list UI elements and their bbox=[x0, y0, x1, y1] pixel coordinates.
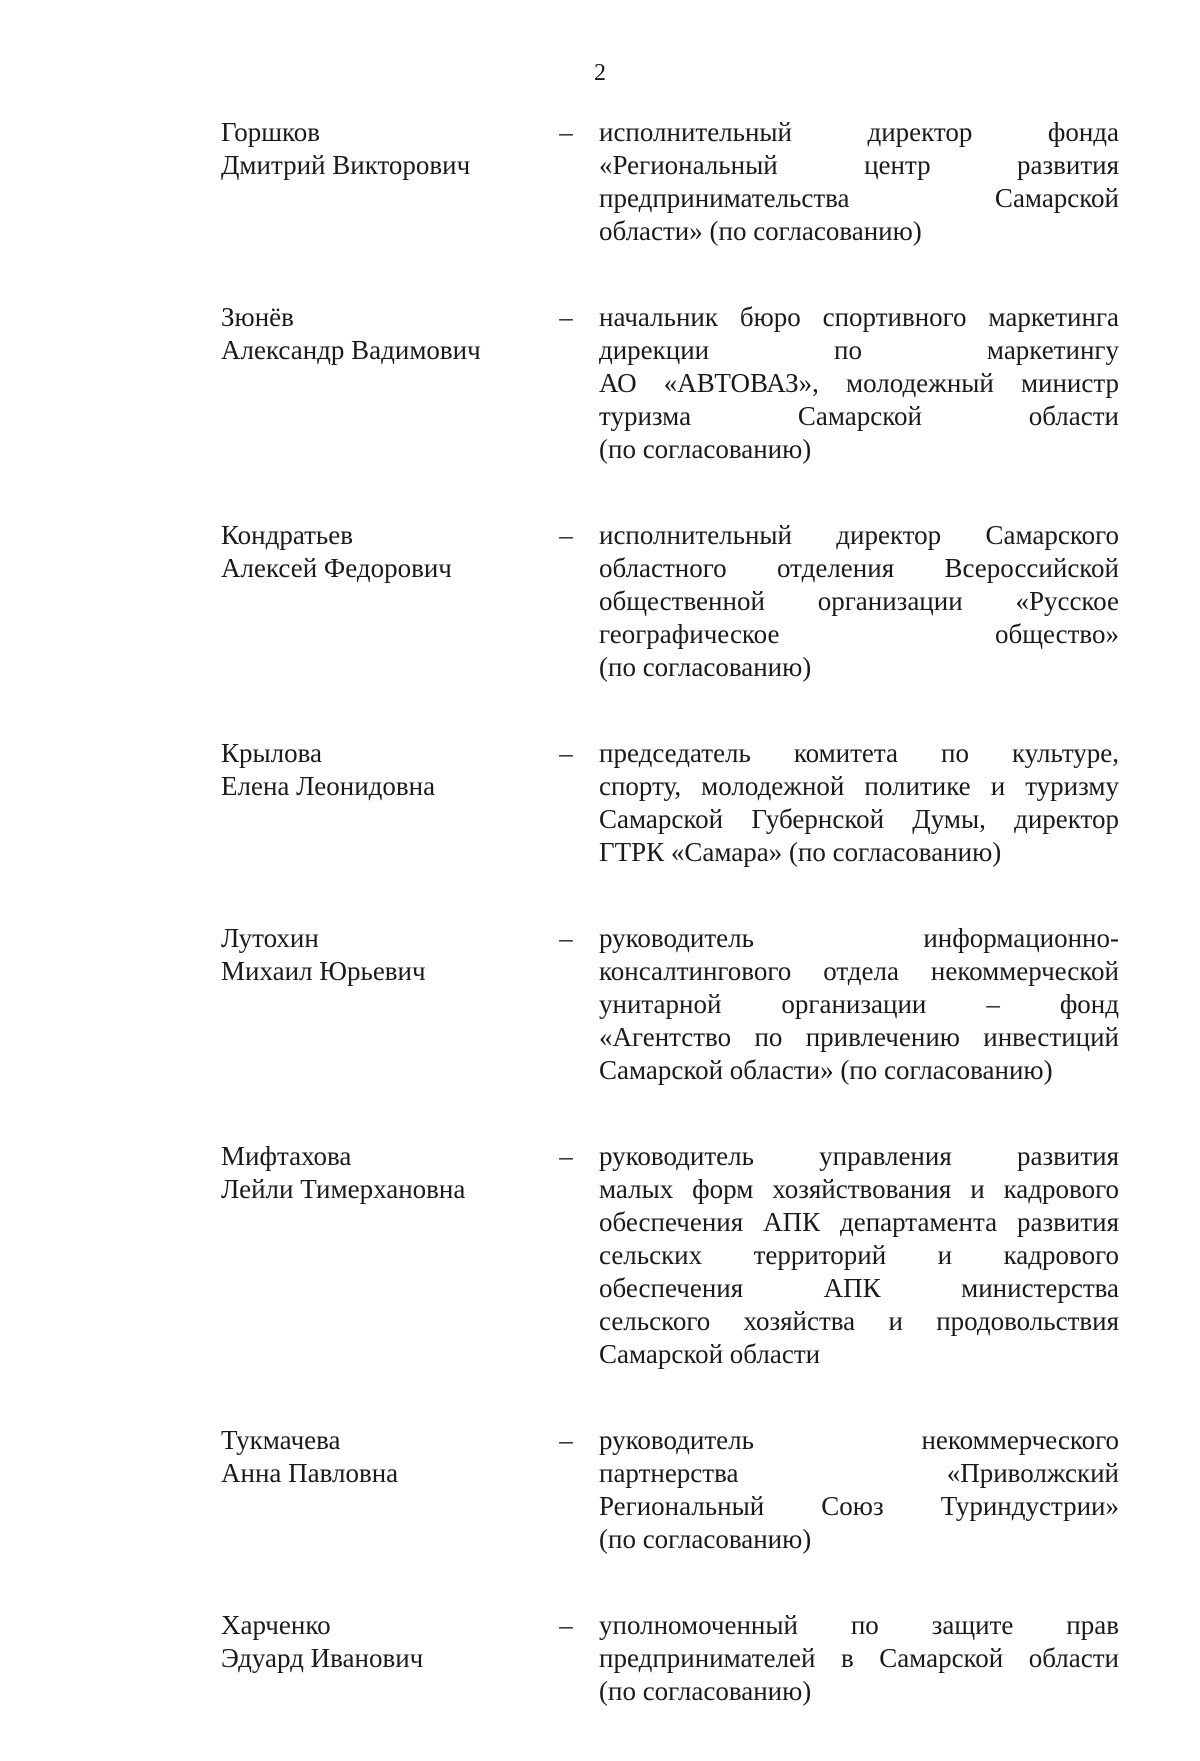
member-entry bbox=[0, 301, 1200, 466]
member-name bbox=[221, 1609, 551, 1675]
dash-separator: – bbox=[559, 117, 573, 147]
role-line: малых форм хозяйствования и кадрового bbox=[599, 1174, 1119, 1204]
role-line: дирекции по маркетингу bbox=[599, 335, 1119, 365]
role-line: туризма Самарской области bbox=[599, 401, 1119, 431]
role-line: руководитель некоммерческого bbox=[599, 1425, 1119, 1455]
dash-separator: – bbox=[559, 302, 573, 332]
role-line: «Агентство по привлечению инвестиций bbox=[599, 1022, 1119, 1052]
dash-separator: – bbox=[559, 1610, 573, 1640]
role-line: АО «АВТОВАЗ», молодежный министр bbox=[599, 368, 1119, 398]
member-given-names: Эдуард Иванович bbox=[221, 1643, 424, 1673]
member-given-names: Дмитрий Викторович bbox=[221, 150, 471, 180]
member-role bbox=[599, 1140, 1119, 1371]
role-line: сельского хозяйства и продовольствия bbox=[599, 1306, 1119, 1336]
role-line: ГТРК «Самара» (по согласованию) bbox=[599, 837, 1002, 867]
member-name bbox=[221, 737, 551, 803]
role-line: областного отделения Всероссийской bbox=[599, 553, 1119, 583]
role-line: Самарской Губернской Думы, директор bbox=[599, 804, 1119, 834]
role-line: исполнительный директор Самарского bbox=[599, 520, 1119, 550]
member-entry bbox=[0, 922, 1200, 1087]
member-entry bbox=[0, 116, 1200, 248]
member-surname: Зюнёв bbox=[221, 302, 294, 332]
role-line: унитарной организации – фонд bbox=[599, 989, 1119, 1019]
dash-separator: – bbox=[559, 520, 573, 550]
member-name bbox=[221, 519, 551, 585]
role-line: (по согласованию) bbox=[599, 1524, 812, 1554]
member-surname: Горшков bbox=[221, 117, 321, 147]
dash-separator: – bbox=[559, 1425, 573, 1455]
role-line: исполнительный директор фонда bbox=[599, 117, 1119, 147]
role-line: уполномоченный по защите прав bbox=[599, 1610, 1119, 1640]
member-role bbox=[599, 116, 1119, 248]
role-line: Самарской области bbox=[599, 1339, 821, 1369]
member-role bbox=[599, 519, 1119, 684]
member-entry bbox=[0, 1424, 1200, 1556]
member-name bbox=[221, 301, 551, 367]
role-line: общественной организации «Русское bbox=[599, 586, 1119, 616]
page-number: 2 bbox=[594, 60, 606, 86]
role-line: начальник бюро спортивного маркетинга bbox=[599, 302, 1119, 332]
member-given-names: Алексей Федорович bbox=[221, 553, 452, 583]
role-line: географическое общество» bbox=[599, 619, 1119, 649]
role-line: Самарской области» (по согласованию) bbox=[599, 1055, 1053, 1085]
role-line: сельских территорий и кадрового bbox=[599, 1240, 1119, 1270]
dash-separator: – bbox=[559, 1141, 573, 1171]
role-line: (по согласованию) bbox=[599, 434, 812, 464]
role-line: «Региональный центр развития bbox=[599, 150, 1119, 180]
role-line: консалтингового отдела некоммерческой bbox=[599, 956, 1119, 986]
member-surname: Харченко bbox=[221, 1610, 331, 1640]
role-line: предпринимателей в Самарской области bbox=[599, 1643, 1119, 1673]
member-name bbox=[221, 1140, 551, 1206]
member-list bbox=[0, 116, 1200, 1761]
role-line: области» (по согласованию) bbox=[599, 216, 922, 246]
member-entry bbox=[0, 1140, 1200, 1371]
member-surname: Крылова bbox=[221, 738, 322, 768]
dash-separator: – bbox=[559, 923, 573, 953]
member-given-names: Лейли Тимерхановна bbox=[221, 1174, 466, 1204]
role-line: руководитель управления развития bbox=[599, 1141, 1119, 1171]
role-line: партнерства «Приволжский bbox=[599, 1458, 1119, 1488]
member-surname: Лутохин bbox=[221, 923, 319, 953]
member-role bbox=[599, 737, 1119, 869]
member-given-names: Александр Вадимович bbox=[221, 335, 481, 365]
member-role bbox=[599, 1424, 1119, 1556]
member-surname: Тукмачева bbox=[221, 1425, 341, 1455]
member-given-names: Анна Павловна bbox=[221, 1458, 399, 1488]
member-given-names: Елена Леонидовна bbox=[221, 771, 436, 801]
role-line: (по согласованию) bbox=[599, 652, 812, 682]
member-name bbox=[221, 1424, 551, 1490]
member-role bbox=[599, 1609, 1119, 1708]
member-entry bbox=[0, 737, 1200, 869]
dash-separator: – bbox=[559, 738, 573, 768]
member-given-names: Михаил Юрьевич bbox=[221, 956, 426, 986]
role-line: предпринимательства Самарской bbox=[599, 183, 1119, 213]
role-line: председатель комитета по культуре, bbox=[599, 738, 1119, 768]
role-line: обеспечения АПК министерства bbox=[599, 1273, 1119, 1303]
role-line: обеспечения АПК департамента развития bbox=[599, 1207, 1119, 1237]
role-line: руководитель информационно- bbox=[599, 923, 1119, 953]
member-name bbox=[221, 116, 551, 182]
role-line: (по согласованию) bbox=[599, 1676, 812, 1706]
member-surname: Мифтахова bbox=[221, 1141, 352, 1171]
member-entry bbox=[0, 1609, 1200, 1708]
role-line: спорту, молодежной политике и туризму bbox=[599, 771, 1119, 801]
member-surname: Кондратьев bbox=[221, 520, 353, 550]
member-role bbox=[599, 301, 1119, 466]
member-role bbox=[599, 922, 1119, 1087]
member-entry bbox=[0, 519, 1200, 684]
role-line: Региональный Союз Туриндустрии» bbox=[599, 1491, 1119, 1521]
member-name bbox=[221, 922, 551, 988]
